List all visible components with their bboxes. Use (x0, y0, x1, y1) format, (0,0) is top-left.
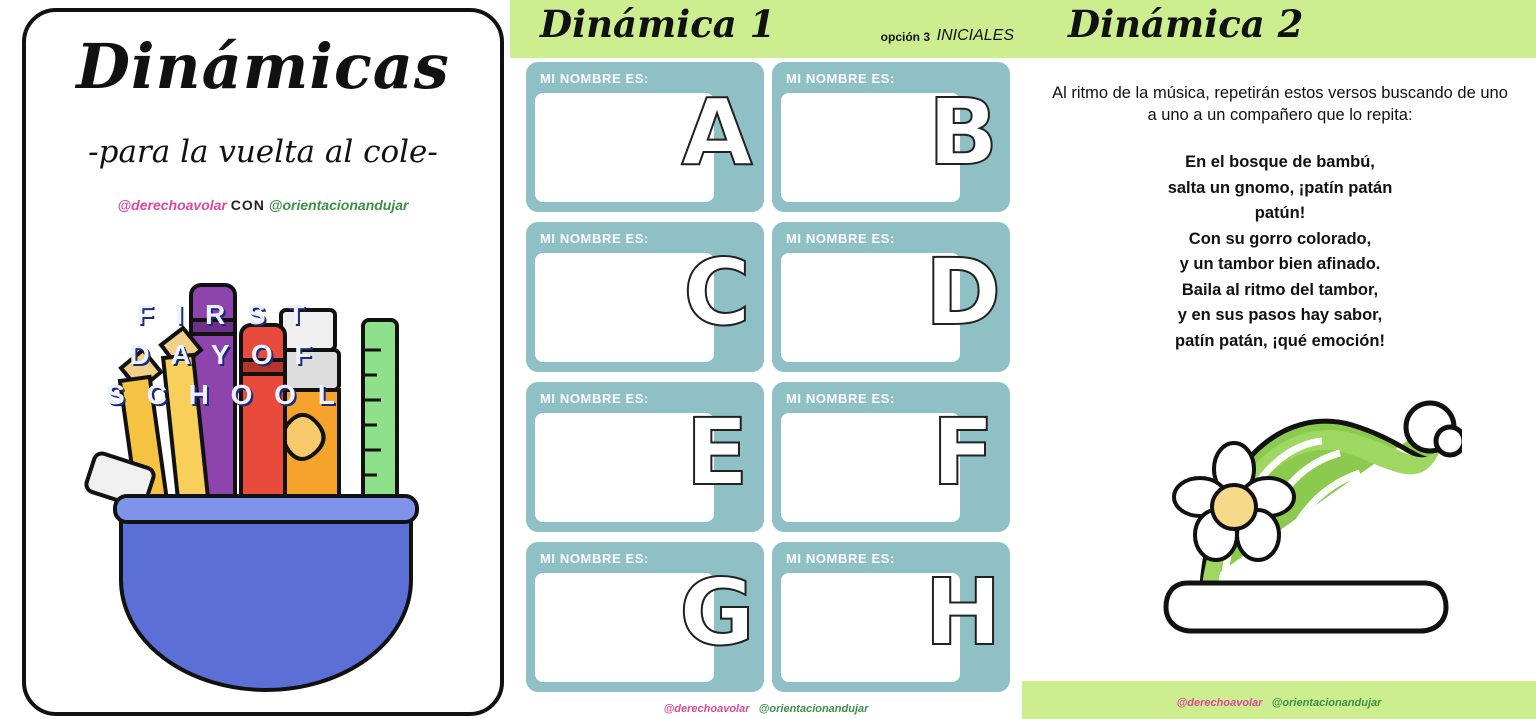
name-card[interactable] (526, 382, 764, 532)
page-title: Dinámicas (76, 30, 450, 103)
tracing-letter: G (679, 559, 755, 666)
gnome-hat-svg (1162, 385, 1462, 665)
verse-line: En el bosque de bambú, (1185, 153, 1375, 171)
tracing-letter: A (681, 79, 753, 186)
tracing-letter: E (685, 399, 749, 506)
name-card-label: MI NOMBRE ES: (540, 391, 649, 406)
dinamica-2-credits (1022, 697, 1536, 709)
bag-label-line2: D A Y O F (129, 339, 319, 370)
cover-panel (0, 0, 510, 719)
bag-label (74, 295, 374, 415)
name-card[interactable] (772, 382, 1010, 532)
verse-line: Con su gorro colorado, (1188, 229, 1372, 248)
tracing-letter: C (683, 239, 751, 346)
name-card[interactable] (772, 542, 1010, 692)
gnome-hat-illustration (1162, 385, 1462, 665)
credit-handle-derechoavolar: @derechoavolar (1176, 697, 1263, 709)
cover-subtitle: -para la vuelta al cole- (88, 134, 438, 170)
dinamica-2-intro: Al ritmo de la música, repetirán estos versos buscando de uno a uno a un compañero que lo repita: (1052, 84, 1508, 124)
tracing-letter: F (931, 399, 995, 506)
credit-handle-derechoavolar: @derechoavolar (663, 703, 750, 715)
cover-card (22, 8, 504, 716)
name-card[interactable] (526, 542, 764, 692)
credit-handle-orientacionandujar: @orientacionandujar (758, 703, 869, 715)
dinamica-2-title: Dinámica 2 (1068, 2, 1304, 46)
name-cards-grid (526, 62, 1010, 692)
name-card-label: MI NOMBRE ES: (540, 71, 649, 86)
dinamica-1-credits (510, 703, 1022, 715)
bag-label-line3: S C H O O L (106, 379, 342, 410)
bag-label-line1: F I R S T (136, 299, 312, 330)
dinamica-2-panel (1022, 0, 1536, 719)
tracing-letter: H (924, 559, 1002, 666)
tracing-letter: B (927, 79, 999, 186)
verse-line: patín patán, ¡qué emoción! (1175, 331, 1385, 350)
name-card-label: MI NOMBRE ES: (786, 231, 895, 246)
name-card[interactable] (526, 62, 764, 212)
name-card-label: MI NOMBRE ES: (786, 71, 895, 86)
name-card-label: MI NOMBRE ES: (540, 551, 649, 566)
tracing-letter: D (924, 239, 1002, 346)
option-label: opción 3 (880, 30, 930, 44)
name-card[interactable] (772, 222, 1010, 372)
verse-line: patún! (1254, 204, 1306, 222)
cover-credits (26, 197, 500, 213)
dinamica-1-panel (510, 0, 1022, 719)
verse-block (1050, 150, 1510, 354)
verse-line: y en sus pasos hay sabor, (1177, 306, 1383, 324)
credit-con-label: CON (230, 197, 265, 213)
name-card[interactable] (526, 222, 764, 372)
option-name: INICIALES (936, 27, 1014, 44)
credit-handle-orientacionandujar: @orientacionandujar (1271, 697, 1382, 709)
name-card-label: MI NOMBRE ES: (540, 231, 649, 246)
verse-line: Baila al ritmo del tambor, (1181, 280, 1379, 299)
dinamica-1-title: Dinámica 1 (540, 2, 776, 46)
name-card[interactable] (772, 62, 1010, 212)
name-card-label: MI NOMBRE ES: (786, 391, 895, 406)
credit-handle-orientacionandujar: @orientacionandujar (268, 197, 409, 213)
verse-line: salta un gnomo, ¡patín patán (1167, 178, 1393, 197)
name-card-label: MI NOMBRE ES: (786, 551, 895, 566)
credit-handle-derechoavolar: @derechoavolar (117, 197, 227, 213)
verse-line: y un tambor bien afinado. (1179, 255, 1381, 273)
